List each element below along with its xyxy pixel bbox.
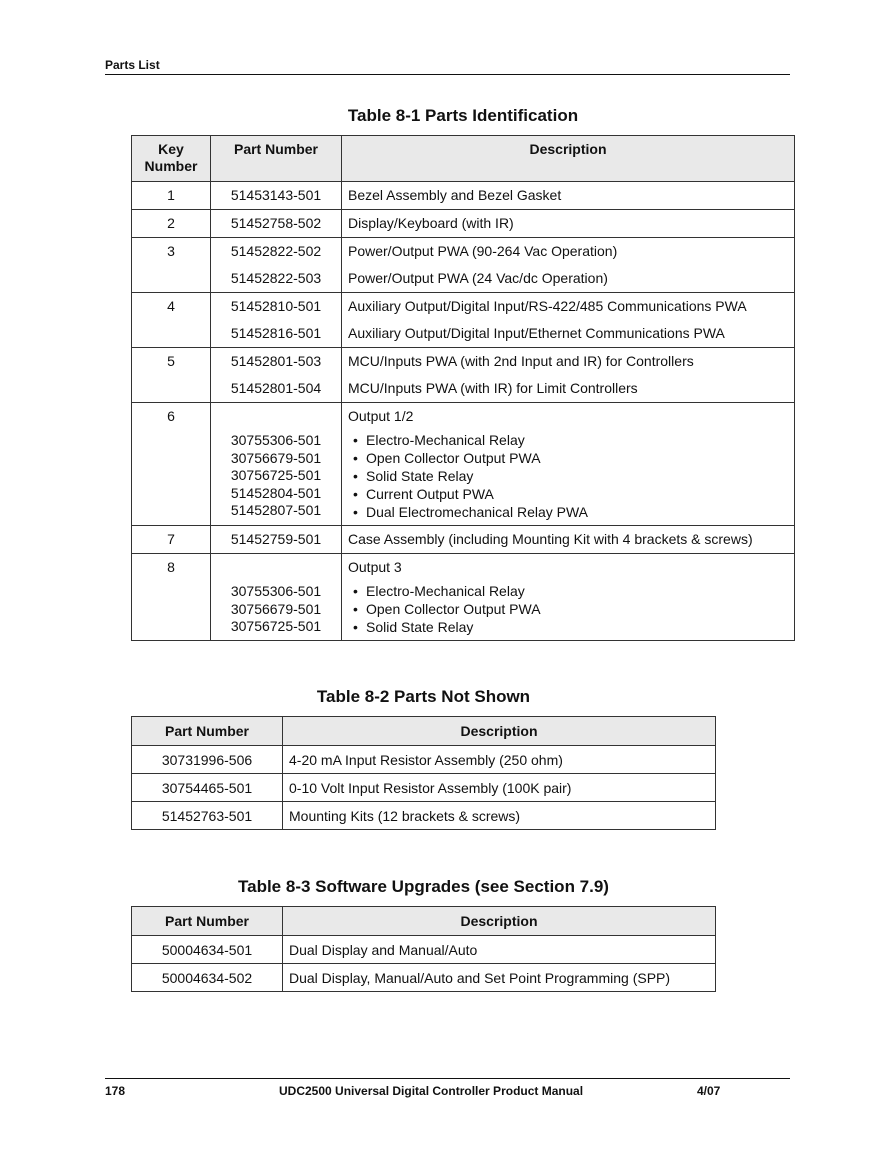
column-header-description: Description [342,136,795,182]
table-row [132,802,716,830]
table-row [132,936,716,964]
part-number-cell: 30731996-506 [132,746,283,774]
key-cell: 5 [132,348,211,403]
table-row [132,403,795,526]
table-row [132,210,795,238]
table-title: Table 8-3 Software Upgrades (see Section 7.9) [238,877,609,896]
description-cell [342,403,795,526]
running-head: Parts List [105,58,790,75]
table-row [132,964,716,992]
table-row [132,293,795,348]
part-number: 51452816-501 [230,325,322,341]
description-cell: 0-10 Volt Input Resistor Assembly (100K pair) [283,774,716,802]
description-heading: Output 1/2 [348,408,414,424]
table-row [132,182,795,210]
part-number-cell [211,554,342,641]
list-item: • Dual Electromechanical Relay PWA [366,503,788,521]
part-number: 30756725-501 [230,467,322,483]
key-cell: 4 [132,293,211,348]
column-header-key-number [132,136,211,182]
column-header-description: Description [283,907,716,936]
description-cell: Mounting Kits (12 brackets & screws) [283,802,716,830]
table-row [132,526,795,554]
part-number-cell: 50004634-502 [132,964,283,992]
part-number-list [211,583,341,636]
description-cell [342,348,795,403]
part-number-cell [211,348,342,403]
table-header-row [132,907,716,936]
list-item: • Solid State Relay [366,467,788,485]
key-cell: 2 [132,210,211,238]
column-header-part-number: Part Number [132,717,283,746]
part-number: 30755306-501 [230,583,322,599]
description-cell: 4-20 mA Input Resistor Assembly (250 ohm) [283,746,716,774]
footer-date: 4/07 [697,1084,721,1098]
part-number: 51452822-502 [230,243,322,259]
part-number: 51452801-503 [230,353,322,369]
bullet-list [348,431,788,521]
list-item: • Electro-Mechanical Relay [366,431,788,449]
table-row [132,774,716,802]
part-number: 51452810-501 [230,298,322,314]
table-title: Table 8-2 Parts Not Shown [316,687,531,706]
list-item: • Open Collector Output PWA [366,449,788,467]
key-cell: 7 [132,526,211,554]
part-number: 51452801-504 [230,380,322,396]
part-number-list [211,432,341,520]
table-title: Table 8-1 Parts Identification [347,106,579,125]
description-cell [342,554,795,641]
description-line: Auxiliary Output/Digital Input/Ethernet Communications PWA [348,325,725,341]
table-row [132,348,795,403]
part-number-cell [211,403,342,526]
table-header-row [132,717,716,746]
description-cell: Case Assembly (including Mounting Kit with 4 brackets & screws) [342,526,795,554]
footer-title: UDC2500 Universal Digital Controller Product Manual [279,1084,584,1098]
description-cell [342,238,795,293]
page-number: 178 [105,1084,126,1098]
key-cell: 1 [132,182,211,210]
table-row [132,554,795,641]
header-line: Key [158,141,184,157]
part-number-cell: 51452759-501 [211,526,342,554]
part-number: 30756725-501 [230,618,322,634]
description-cell: Display/Keyboard (with IR) [342,210,795,238]
part-number-cell: 51453143-501 [211,182,342,210]
part-number-cell: 51452758-502 [211,210,342,238]
description-heading: Output 3 [348,559,402,575]
column-header-part-number: Part Number [211,136,342,182]
list-item: • Solid State Relay [366,618,788,636]
part-number-cell [211,238,342,293]
key-cell: 6 [132,403,211,526]
column-header-description: Description [283,717,716,746]
bullet-list [348,582,788,636]
part-number-cell [211,293,342,348]
description-cell: Bezel Assembly and Bezel Gasket [342,182,795,210]
description-line: Power/Output PWA (24 Vac/dc Operation) [348,270,608,286]
table-header-row [132,136,795,182]
part-number-cell: 50004634-501 [132,936,283,964]
list-item: • Electro-Mechanical Relay [366,582,788,600]
description-line: Auxiliary Output/Digital Input/RS-422/485 Communications PWA [348,298,747,314]
footer-divider [105,1078,790,1079]
parts-not-shown-table [131,716,716,830]
key-cell: 8 [132,554,211,641]
part-number-cell: 30754465-501 [132,774,283,802]
part-number-cell: 51452763-501 [132,802,283,830]
description-cell: Dual Display and Manual/Auto [283,936,716,964]
description-line: MCU/Inputs PWA (with 2nd Input and IR) for Controllers [348,353,694,369]
part-number: 51452804-501 [230,484,322,501]
list-item: • Open Collector Output PWA [366,600,788,618]
column-header-part-number: Part Number [132,907,283,936]
key-cell: 3 [132,238,211,293]
table-row [132,238,795,293]
part-number: 30756679-501 [230,449,322,466]
parts-identification-table [131,135,795,641]
part-number: 51452822-503 [230,270,322,286]
part-number: 30756679-501 [230,600,322,617]
part-number: 51452807-501 [230,502,322,518]
list-item: • Current Output PWA [366,485,788,503]
description-cell: Dual Display, Manual/Auto and Set Point Programming (SPP) [283,964,716,992]
description-line: MCU/Inputs PWA (with IR) for Limit Controllers [348,380,638,396]
table-row [132,746,716,774]
software-upgrades-table [131,906,716,992]
part-number: 30755306-501 [230,432,322,448]
description-cell [342,293,795,348]
description-line: Power/Output PWA (90-264 Vac Operation) [348,243,618,259]
header-line: Number [144,158,198,174]
